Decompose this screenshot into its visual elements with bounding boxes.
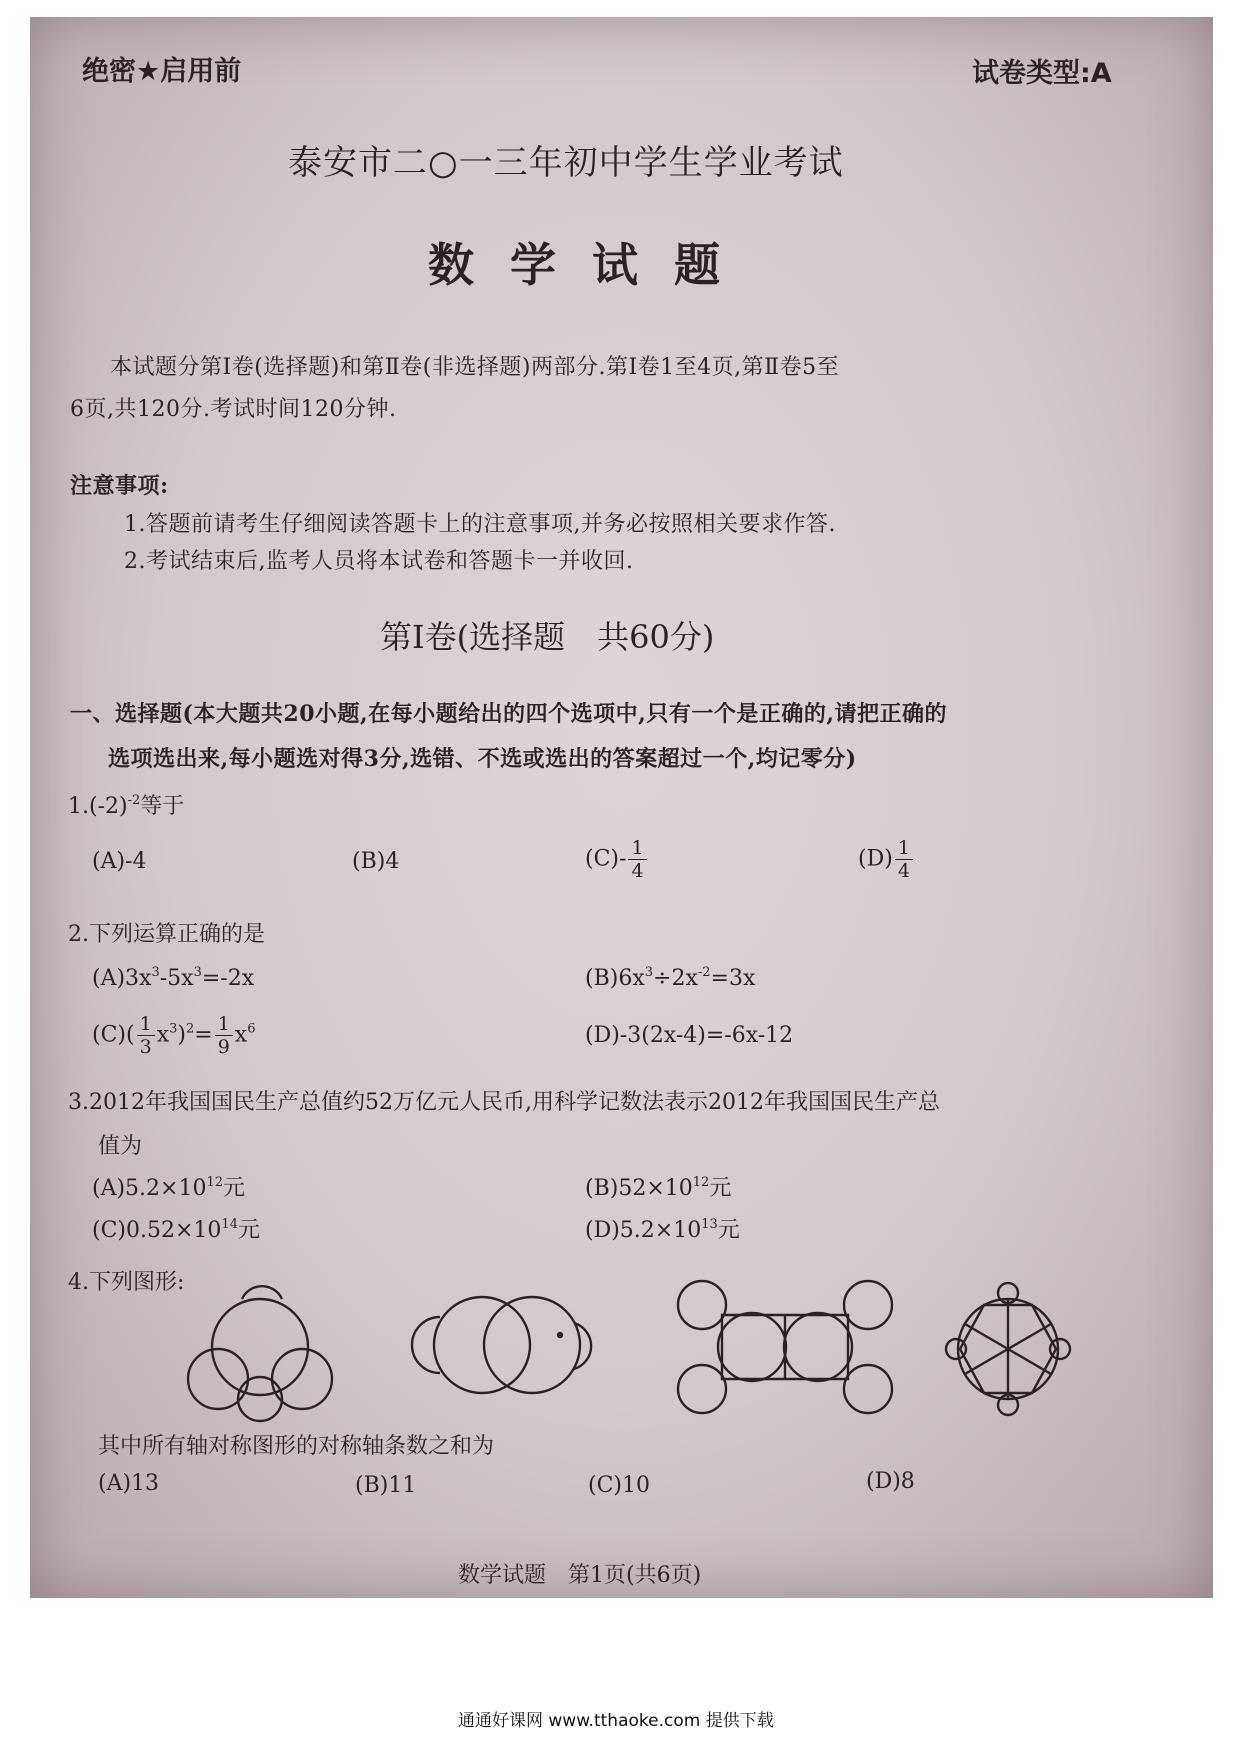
question-1-option-b: (B)4 bbox=[352, 849, 400, 874]
question-4-option-a: (A)13 bbox=[98, 1471, 160, 1496]
figure-2 bbox=[410, 1287, 610, 1397]
question-2-stem: 2.下列运算正确的是 bbox=[68, 922, 265, 947]
question-4-option-d: (D)8 bbox=[866, 1469, 915, 1494]
question-2-option-b: $(B)6x^3\div 2x^{-2}=3x$ bbox=[585, 965, 756, 991]
question-2-option-c: (C)( $\frac{1}{3}$ $x^3)^2=$ $\frac{1}{9}$ $x^6$ bbox=[92, 1013, 256, 1058]
question-1-option-d: (D) $\frac{1}{4}$ bbox=[858, 837, 915, 882]
question-1-option-c: (C)- $\frac{1}{4}$ bbox=[585, 837, 649, 882]
question-1-stem: $1.(-2)^{-2}$等于 bbox=[68, 793, 185, 819]
question-4-stem: 4.下列图形: bbox=[68, 1270, 185, 1295]
subject-title: 数学试题 bbox=[428, 238, 756, 292]
part-instructions-line-1: 一、选择题(本大题共20小题,在每小题给出的四个选项中,只有一个是正确的,请把正确的 bbox=[70, 701, 948, 727]
question-3-option-d: $(D)5.2\times 10^{13}$元 bbox=[585, 1217, 740, 1243]
notes-heading: 注意事项: bbox=[70, 473, 169, 499]
question-4-prompt: 其中所有轴对称图形的对称轴条数之和为 bbox=[98, 1434, 495, 1459]
part-instructions-line-2: 选项选出来,每小题选对得3分,选错、不选或选出的答案超过一个,均记零分) bbox=[108, 746, 857, 772]
figure-3 bbox=[670, 1275, 900, 1420]
question-3-stem-line-1: 3.2012年我国国民生产总值约52万亿元人民币,用科学记数法表示2012年我国国民生产总 bbox=[68, 1090, 940, 1115]
intro-line-1: 本试题分第Ⅰ卷(选择题)和第Ⅱ卷(非选择题)两部分.第Ⅰ卷1至4页,第Ⅱ卷5至 bbox=[110, 355, 840, 380]
question-4-option-c: (C)10 bbox=[588, 1473, 650, 1498]
exam-title: 泰安市二○一三年初中学生学业考试 bbox=[288, 143, 844, 183]
page-footer: 数学试题 第1页(共6页) bbox=[458, 1563, 702, 1588]
question-3-option-b: $(B)52\times 10^{12}$元 bbox=[585, 1175, 732, 1201]
figure-1 bbox=[180, 1277, 340, 1417]
section-title: 第Ⅰ卷(选择题 共60分) bbox=[380, 618, 715, 656]
note-item: 2.考试结束后,监考人员将本试卷和答题卡一并收回. bbox=[124, 549, 634, 574]
question-3-stem-line-2: 值为 bbox=[98, 1134, 143, 1159]
download-credit: 通通好课网 www.tthaoke.com 提供下载 bbox=[458, 1711, 774, 1731]
scanned-exam-page bbox=[30, 17, 1213, 1598]
question-2-option-a: $(A)3x^3-5x^3=-2x$ bbox=[92, 965, 255, 991]
question-3-option-c: $(C)0.52\times 10^{14}$元 bbox=[92, 1217, 260, 1243]
confidential-label: 绝密★启用前 bbox=[82, 56, 242, 87]
paper-type-label: 试卷类型:A bbox=[972, 58, 1112, 89]
note-item: 1.答题前请考生仔细阅读答题卡上的注意事项,并务必按照相关要求作答. bbox=[124, 512, 836, 537]
question-2-option-d: (D)-3(2x-4)=-6x-12 bbox=[585, 1023, 794, 1048]
question-4-option-b: (B)11 bbox=[355, 1473, 417, 1498]
question-1-option-a: (A)-4 bbox=[92, 849, 147, 874]
intro-line-2: 6页,共120分.考试时间120分钟. bbox=[70, 397, 397, 422]
figure-4 bbox=[938, 1279, 1078, 1419]
question-3-option-a: $(A)5.2\times 10^{12}$元 bbox=[92, 1175, 246, 1201]
